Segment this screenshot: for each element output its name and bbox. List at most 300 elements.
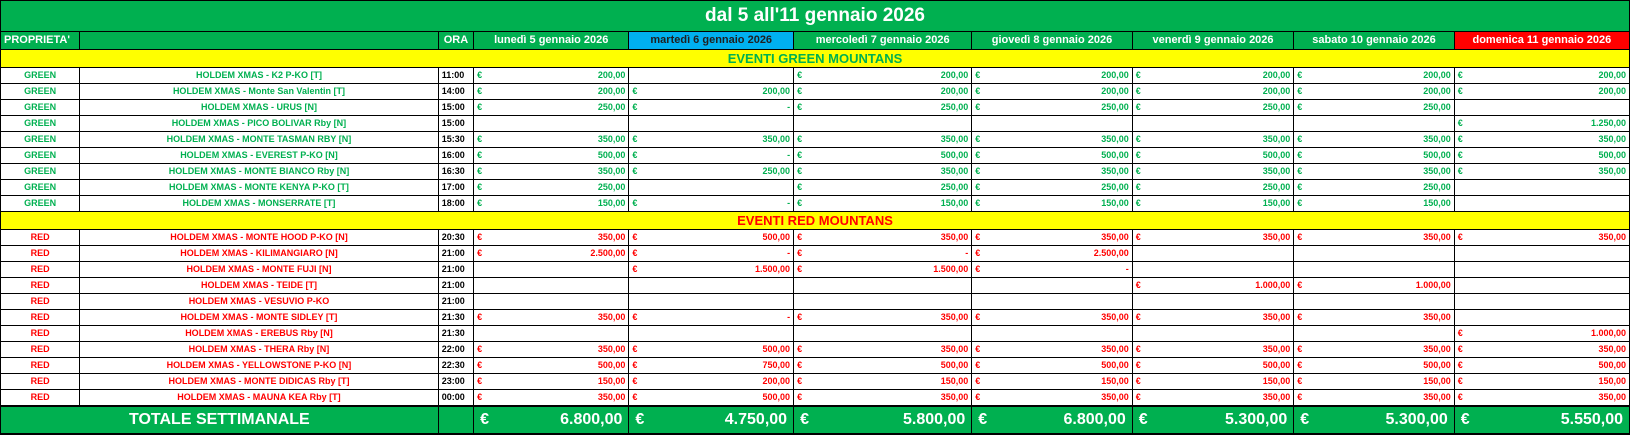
cell-thursday-amount[interactable] [972, 84, 1132, 100]
cell-property[interactable]: RED [1, 390, 80, 407]
cell-wednesday-amount[interactable] [794, 246, 972, 262]
currency-symbol: € [1135, 360, 1141, 370]
currency-symbol: € [1135, 232, 1141, 242]
cell-event-name[interactable]: HOLDEM XMAS - MONTE BIANCO Rby [N] [80, 164, 439, 180]
cell-monday-amount[interactable] [474, 390, 629, 407]
cell-tuesday-amount[interactable] [629, 342, 794, 358]
cell-property[interactable]: RED [1, 278, 80, 294]
cell-monday-amount[interactable] [474, 148, 629, 164]
currency-symbol: € [477, 86, 483, 96]
cell-tuesday-amount[interactable] [629, 278, 794, 294]
cell-saturday-amount[interactable] [1294, 100, 1454, 116]
amount: 500,00 [940, 150, 969, 160]
cell-monday-amount[interactable] [474, 132, 629, 148]
total-saturday-amount[interactable] [1294, 406, 1454, 434]
amount: 150,00 [1598, 376, 1626, 386]
currency-symbol: € [477, 312, 483, 322]
table-row [1, 390, 1630, 407]
currency-symbol: € [1300, 411, 1310, 428]
cell-monday-amount[interactable] [474, 246, 629, 262]
cell-property[interactable]: GREEN [1, 164, 80, 180]
currency-symbol: € [1135, 134, 1141, 144]
cell-property[interactable]: GREEN [1, 68, 80, 84]
cell-friday-amount[interactable] [1132, 310, 1294, 326]
cell-property[interactable]: RED [1, 310, 80, 326]
cell-sunday-amount[interactable] [1454, 278, 1629, 294]
cell-wednesday-amount[interactable] [794, 196, 972, 212]
cell-sunday-amount[interactable] [1454, 68, 1629, 84]
cell-event-name[interactable]: HOLDEM XMAS - EVEREST P-KO [N] [80, 148, 439, 164]
total-tuesday-amount[interactable] [629, 406, 794, 434]
cell-monday-amount[interactable] [474, 180, 629, 196]
cell-tuesday-amount[interactable] [629, 374, 794, 390]
cell-sunday-amount[interactable] [1454, 132, 1629, 148]
cell-tuesday-amount[interactable] [629, 196, 794, 212]
cell-time[interactable]: 16:30 [438, 164, 473, 180]
cell-property[interactable]: GREEN [1, 148, 80, 164]
cell-wednesday-amount[interactable] [794, 278, 972, 294]
cell-sunday-amount[interactable] [1454, 358, 1629, 374]
cell-property[interactable]: GREEN [1, 196, 80, 212]
cell-saturday-amount[interactable] [1294, 342, 1454, 358]
column-header-tuesday[interactable]: martedì 6 gennaio 2026 [629, 32, 794, 50]
cell-property[interactable]: RED [1, 246, 80, 262]
amount: 150,00 [1423, 376, 1451, 386]
cell-property[interactable]: GREEN [1, 100, 80, 116]
currency-symbol: € [797, 166, 803, 176]
total-sunday-amount[interactable] [1454, 406, 1629, 434]
cell-sunday-amount[interactable] [1454, 196, 1629, 212]
cell-time[interactable]: 17:00 [438, 180, 473, 196]
cell-tuesday-amount[interactable] [629, 310, 794, 326]
cell-sunday-amount[interactable] [1454, 116, 1629, 132]
cell-sunday-amount[interactable] [1454, 246, 1629, 262]
cell-sunday-amount[interactable] [1454, 100, 1629, 116]
cell-saturday-amount[interactable] [1294, 68, 1454, 84]
amount: 350,00 [1598, 392, 1626, 402]
cell-wednesday-amount[interactable] [794, 358, 972, 374]
amount: 200,00 [940, 70, 969, 80]
cell-thursday-amount[interactable] [972, 374, 1132, 390]
cell-event-name[interactable]: HOLDEM XMAS - Monte San Valentin [T] [80, 84, 439, 100]
cell-sunday-amount[interactable] [1454, 262, 1629, 278]
cell-event-name[interactable]: HOLDEM XMAS - MONTE HOOD P-KO [N] [80, 230, 439, 246]
currency-symbol: € [1457, 376, 1463, 386]
amount: 250,00 [940, 182, 969, 192]
amount: 150,00 [940, 198, 969, 208]
amount: 200,00 [1423, 70, 1451, 80]
cell-time[interactable]: 00:00 [438, 390, 473, 407]
currency-symbol: € [797, 232, 803, 242]
cell-thursday-amount[interactable] [972, 262, 1132, 278]
column-header-monday[interactable]: lunedì 5 gennaio 2026 [474, 32, 629, 50]
cell-time[interactable]: 22:30 [438, 358, 473, 374]
currency-symbol: € [477, 198, 483, 208]
cell-thursday-amount[interactable] [972, 100, 1132, 116]
cell-tuesday-amount[interactable] [629, 246, 794, 262]
currency-symbol: € [797, 360, 803, 370]
cell-time[interactable]: 15:00 [438, 116, 473, 132]
cell-friday-amount[interactable] [1132, 358, 1294, 374]
cell-wednesday-amount[interactable] [794, 100, 972, 116]
cell-property[interactable]: RED [1, 294, 80, 310]
cell-saturday-amount[interactable] [1294, 374, 1454, 390]
cell-sunday-amount[interactable] [1454, 84, 1629, 100]
amount: 350,00 [597, 232, 626, 242]
cell-time[interactable]: 21:00 [438, 262, 473, 278]
cell-thursday-amount[interactable] [972, 164, 1132, 180]
column-header-property[interactable]: PROPRIETA' [1, 32, 80, 50]
cell-saturday-amount[interactable] [1294, 164, 1454, 180]
cell-saturday-amount[interactable] [1294, 246, 1454, 262]
currency-symbol: € [477, 134, 483, 144]
cell-property[interactable]: GREEN [1, 132, 80, 148]
amount: 5.550,00 [1560, 411, 1623, 428]
cell-time[interactable]: 21:30 [438, 310, 473, 326]
cell-wednesday-amount[interactable] [794, 164, 972, 180]
cell-friday-amount[interactable] [1132, 164, 1294, 180]
cell-time[interactable]: 15:30 [438, 132, 473, 148]
cell-sunday-amount[interactable] [1454, 310, 1629, 326]
amount: 350,00 [1101, 312, 1129, 322]
cell-thursday-amount[interactable] [972, 180, 1132, 196]
cell-friday-amount[interactable] [1132, 148, 1294, 164]
cell-thursday-amount[interactable] [972, 294, 1132, 310]
cell-tuesday-amount[interactable] [629, 116, 794, 132]
cell-saturday-amount[interactable] [1294, 230, 1454, 246]
amount: 5.800,00 [902, 411, 966, 428]
amount: 350,00 [597, 344, 626, 354]
cell-tuesday-amount[interactable] [629, 68, 794, 84]
currency-symbol: € [797, 134, 803, 144]
total-wednesday-amount[interactable] [794, 406, 972, 434]
cell-property[interactable]: RED [1, 262, 80, 278]
currency-symbol: € [975, 86, 981, 96]
cell-saturday-amount[interactable] [1294, 116, 1454, 132]
cell-friday-amount[interactable] [1132, 230, 1294, 246]
cell-wednesday-amount[interactable] [794, 326, 972, 342]
cell-monday-amount[interactable] [474, 278, 629, 294]
cell-wednesday-amount[interactable] [794, 116, 972, 132]
cell-wednesday-amount[interactable] [794, 262, 972, 278]
amount: 350,00 [1423, 166, 1451, 176]
cell-wednesday-amount[interactable] [794, 342, 972, 358]
currency-symbol: € [1297, 150, 1303, 160]
cell-saturday-amount[interactable] [1294, 390, 1454, 407]
currency-symbol: € [632, 264, 638, 274]
cell-saturday-amount[interactable] [1294, 278, 1454, 294]
amount: 250,00 [1262, 102, 1291, 112]
cell-monday-amount[interactable] [474, 374, 629, 390]
currency-symbol: € [632, 198, 638, 208]
cell-event-name[interactable]: HOLDEM XMAS - TEIDE [T] [80, 278, 439, 294]
cell-monday-amount[interactable] [474, 84, 629, 100]
cell-thursday-amount[interactable] [972, 390, 1132, 407]
cell-sunday-amount[interactable] [1454, 164, 1629, 180]
cell-time[interactable]: 23:00 [438, 374, 473, 390]
amount: 500,00 [597, 150, 626, 160]
currency-symbol: € [477, 182, 483, 192]
currency-symbol: € [975, 344, 981, 354]
cell-event-name[interactable]: HOLDEM XMAS - MONTE KENYA P-KO [T] [80, 180, 439, 196]
cell-event-name[interactable]: HOLDEM XMAS - MONTE TASMAN RBY [N] [80, 132, 439, 148]
cell-friday-amount[interactable] [1132, 390, 1294, 407]
cell-friday-amount[interactable] [1132, 132, 1294, 148]
cell-event-name[interactable]: HOLDEM XMAS - YELLOWSTONE P-KO [N] [80, 358, 439, 374]
currency-symbol: € [797, 312, 803, 322]
cell-sunday-amount[interactable] [1454, 342, 1629, 358]
cell-friday-amount[interactable] [1132, 342, 1294, 358]
cell-friday-amount[interactable] [1132, 278, 1294, 294]
currency-symbol: € [975, 392, 981, 402]
cell-monday-amount[interactable] [474, 310, 629, 326]
cell-wednesday-amount[interactable] [794, 230, 972, 246]
cell-saturday-amount[interactable] [1294, 84, 1454, 100]
currency-symbol: € [797, 150, 803, 160]
cell-property[interactable]: GREEN [1, 180, 80, 196]
amount: - [787, 248, 791, 258]
amount: 150,00 [1101, 198, 1129, 208]
cell-monday-amount[interactable] [474, 230, 629, 246]
cell-saturday-amount[interactable] [1294, 358, 1454, 374]
cell-event-name[interactable]: HOLDEM XMAS - EREBUS Rby [N] [80, 326, 439, 342]
currency-symbol: € [477, 248, 483, 258]
currency-symbol: € [632, 344, 638, 354]
cell-saturday-amount[interactable] [1294, 148, 1454, 164]
currency-symbol: € [1297, 344, 1303, 354]
cell-wednesday-amount[interactable] [794, 180, 972, 196]
cell-tuesday-amount[interactable] [629, 180, 794, 196]
cell-tuesday-amount[interactable] [629, 132, 794, 148]
cell-wednesday-amount[interactable] [794, 84, 972, 100]
amount: 150,00 [1423, 198, 1451, 208]
column-header-name[interactable] [80, 32, 439, 50]
cell-tuesday-amount[interactable] [629, 164, 794, 180]
section-title: EVENTI GREEN MOUNTANS [1, 50, 1630, 68]
cell-time[interactable]: 21:00 [438, 294, 473, 310]
cell-tuesday-amount[interactable] [629, 148, 794, 164]
cell-time[interactable]: 16:00 [438, 148, 473, 164]
amount: 350,00 [597, 312, 626, 322]
cell-sunday-amount[interactable] [1454, 326, 1629, 342]
cell-monday-amount[interactable] [474, 262, 629, 278]
cell-tuesday-amount[interactable] [629, 390, 794, 407]
cell-time[interactable]: 22:00 [438, 342, 473, 358]
amount: 200,00 [762, 376, 791, 386]
cell-friday-amount[interactable] [1132, 246, 1294, 262]
currency-symbol: € [975, 166, 981, 176]
cell-event-name[interactable]: HOLDEM XMAS - VESUVIO P-KO [80, 294, 439, 310]
currency-symbol: € [1457, 232, 1463, 242]
cell-monday-amount[interactable] [474, 294, 629, 310]
cell-event-name[interactable]: HOLDEM XMAS - MAUNA KEA Rby [T] [80, 390, 439, 407]
cell-event-name[interactable]: HOLDEM XMAS - THERA Rby [N] [80, 342, 439, 358]
currency-symbol: € [1297, 198, 1303, 208]
amount: 250,00 [1423, 102, 1451, 112]
cell-wednesday-amount[interactable] [794, 310, 972, 326]
cell-time[interactable]: 20:30 [438, 230, 473, 246]
cell-friday-amount[interactable] [1132, 180, 1294, 196]
currency-symbol: € [480, 411, 490, 428]
cell-saturday-amount[interactable] [1294, 262, 1454, 278]
cell-tuesday-amount[interactable] [629, 262, 794, 278]
cell-event-name[interactable]: HOLDEM XMAS - MONTE DIDICAS Rby [T] [80, 374, 439, 390]
cell-thursday-amount[interactable] [972, 116, 1132, 132]
currency-symbol: € [1457, 392, 1463, 402]
cell-thursday-amount[interactable] [972, 326, 1132, 342]
amount: 350,00 [940, 392, 969, 402]
cell-tuesday-amount[interactable] [629, 326, 794, 342]
currency-symbol: € [1457, 134, 1463, 144]
cell-thursday-amount[interactable] [972, 196, 1132, 212]
amount: 500,00 [1598, 360, 1626, 370]
cell-sunday-amount[interactable] [1454, 230, 1629, 246]
cell-thursday-amount[interactable] [972, 358, 1132, 374]
cell-friday-amount[interactable] [1132, 374, 1294, 390]
cell-event-name[interactable]: HOLDEM XMAS - K2 P-KO [T] [80, 68, 439, 84]
cell-friday-amount[interactable] [1132, 100, 1294, 116]
cell-saturday-amount[interactable] [1294, 326, 1454, 342]
cell-sunday-amount[interactable] [1454, 180, 1629, 196]
cell-time[interactable]: 15:00 [438, 100, 473, 116]
currency-symbol: € [1457, 344, 1463, 354]
cell-friday-amount[interactable] [1132, 196, 1294, 212]
cell-saturday-amount[interactable] [1294, 180, 1454, 196]
amount: 350,00 [940, 166, 969, 176]
amount: 250,00 [597, 182, 626, 192]
cell-thursday-amount[interactable] [972, 68, 1132, 84]
amount: - [787, 150, 791, 160]
cell-time[interactable]: 18:00 [438, 196, 473, 212]
cell-tuesday-amount[interactable] [629, 230, 794, 246]
currency-symbol: € [1135, 86, 1141, 96]
cell-property[interactable]: GREEN [1, 116, 80, 132]
cell-wednesday-amount[interactable] [794, 148, 972, 164]
total-friday-amount[interactable] [1132, 406, 1294, 434]
cell-tuesday-amount[interactable] [629, 84, 794, 100]
currency-symbol: € [797, 70, 803, 80]
amount: 350,00 [1101, 134, 1129, 144]
cell-monday-amount[interactable] [474, 358, 629, 374]
cell-thursday-amount[interactable] [972, 342, 1132, 358]
cell-sunday-amount[interactable] [1454, 148, 1629, 164]
column-header-time[interactable]: ORA [438, 32, 473, 50]
totals-time-cell[interactable] [438, 406, 473, 434]
cell-wednesday-amount[interactable] [794, 374, 972, 390]
amount: 1.000,00 [1590, 328, 1626, 338]
currency-symbol: € [632, 232, 638, 242]
cell-event-name[interactable]: HOLDEM XMAS - MONTE FUJI [N] [80, 262, 439, 278]
cell-event-name[interactable]: HOLDEM XMAS - KILIMANGIARO [N] [80, 246, 439, 262]
cell-friday-amount[interactable] [1132, 326, 1294, 342]
cell-friday-amount[interactable] [1132, 68, 1294, 84]
cell-sunday-amount[interactable] [1454, 294, 1629, 310]
cell-thursday-amount[interactable] [972, 278, 1132, 294]
amount: 350,00 [1423, 344, 1451, 354]
cell-monday-amount[interactable] [474, 116, 629, 132]
amount: 500,00 [1423, 360, 1451, 370]
column-header-wednesday[interactable]: mercoledì 7 gennaio 2026 [794, 32, 972, 50]
amount: 4.750,00 [724, 411, 788, 428]
cell-time[interactable]: 21:00 [438, 246, 473, 262]
cell-wednesday-amount[interactable] [794, 390, 972, 407]
cell-property[interactable]: RED [1, 230, 80, 246]
cell-friday-amount[interactable] [1132, 116, 1294, 132]
column-header-thursday[interactable]: giovedì 8 gennaio 2026 [972, 32, 1132, 50]
cell-property[interactable]: RED [1, 374, 80, 390]
cell-saturday-amount[interactable] [1294, 196, 1454, 212]
cell-property[interactable]: RED [1, 326, 80, 342]
cell-tuesday-amount[interactable] [629, 358, 794, 374]
amount: 200,00 [1262, 70, 1291, 80]
amount: 350,00 [1598, 344, 1626, 354]
table-row [1, 262, 1630, 278]
cell-thursday-amount[interactable] [972, 132, 1132, 148]
table-row [1, 310, 1630, 326]
cell-thursday-amount[interactable] [972, 246, 1132, 262]
cell-thursday-amount[interactable] [972, 310, 1132, 326]
cell-wednesday-amount[interactable] [794, 68, 972, 84]
cell-monday-amount[interactable] [474, 326, 629, 342]
amount: 350,00 [1101, 232, 1129, 242]
currency-symbol: € [1297, 360, 1303, 370]
cell-wednesday-amount[interactable] [794, 294, 972, 310]
cell-wednesday-amount[interactable] [794, 132, 972, 148]
currency-symbol: € [975, 70, 981, 80]
cell-friday-amount[interactable] [1132, 294, 1294, 310]
cell-event-name[interactable]: HOLDEM XMAS - MONSERRATE [T] [80, 196, 439, 212]
cell-friday-amount[interactable] [1132, 84, 1294, 100]
amount: 250,00 [1101, 182, 1129, 192]
cell-saturday-amount[interactable] [1294, 132, 1454, 148]
cell-monday-amount[interactable] [474, 164, 629, 180]
amount: 200,00 [1598, 86, 1626, 96]
cell-monday-amount[interactable] [474, 196, 629, 212]
cell-sunday-amount[interactable] [1454, 390, 1629, 407]
cell-time[interactable]: 21:00 [438, 278, 473, 294]
table-row [1, 180, 1630, 196]
cell-time[interactable]: 14:00 [438, 84, 473, 100]
cell-event-name[interactable]: HOLDEM XMAS - URUS [N] [80, 100, 439, 116]
amount: 1.500,00 [755, 264, 791, 274]
column-header-saturday[interactable]: sabato 10 gennaio 2026 [1294, 32, 1454, 50]
cell-time[interactable]: 11:00 [438, 68, 473, 84]
cell-property[interactable]: RED [1, 358, 80, 374]
cell-thursday-amount[interactable] [972, 148, 1132, 164]
cell-event-name[interactable]: HOLDEM XMAS - PICO BOLIVAR Rby [N] [80, 116, 439, 132]
cell-saturday-amount[interactable] [1294, 294, 1454, 310]
total-monday-amount[interactable] [474, 406, 629, 434]
cell-time[interactable]: 21:30 [438, 326, 473, 342]
cell-monday-amount[interactable] [474, 68, 629, 84]
column-header-friday[interactable]: venerdì 9 gennaio 2026 [1132, 32, 1294, 50]
cell-tuesday-amount[interactable] [629, 294, 794, 310]
table-row [1, 100, 1630, 116]
cell-property[interactable]: GREEN [1, 84, 80, 100]
cell-friday-amount[interactable] [1132, 262, 1294, 278]
cell-saturday-amount[interactable] [1294, 310, 1454, 326]
cell-event-name[interactable]: HOLDEM XMAS - MONTE SIDLEY [T] [80, 310, 439, 326]
cell-property[interactable]: RED [1, 342, 80, 358]
cell-monday-amount[interactable] [474, 100, 629, 116]
cell-tuesday-amount[interactable] [629, 100, 794, 116]
column-header-sunday[interactable]: domenica 11 gennaio 2026 [1454, 32, 1629, 50]
cell-monday-amount[interactable] [474, 342, 629, 358]
total-thursday-amount[interactable] [972, 406, 1132, 434]
amount: - [787, 198, 791, 208]
cell-sunday-amount[interactable] [1454, 374, 1629, 390]
cell-thursday-amount[interactable] [972, 230, 1132, 246]
